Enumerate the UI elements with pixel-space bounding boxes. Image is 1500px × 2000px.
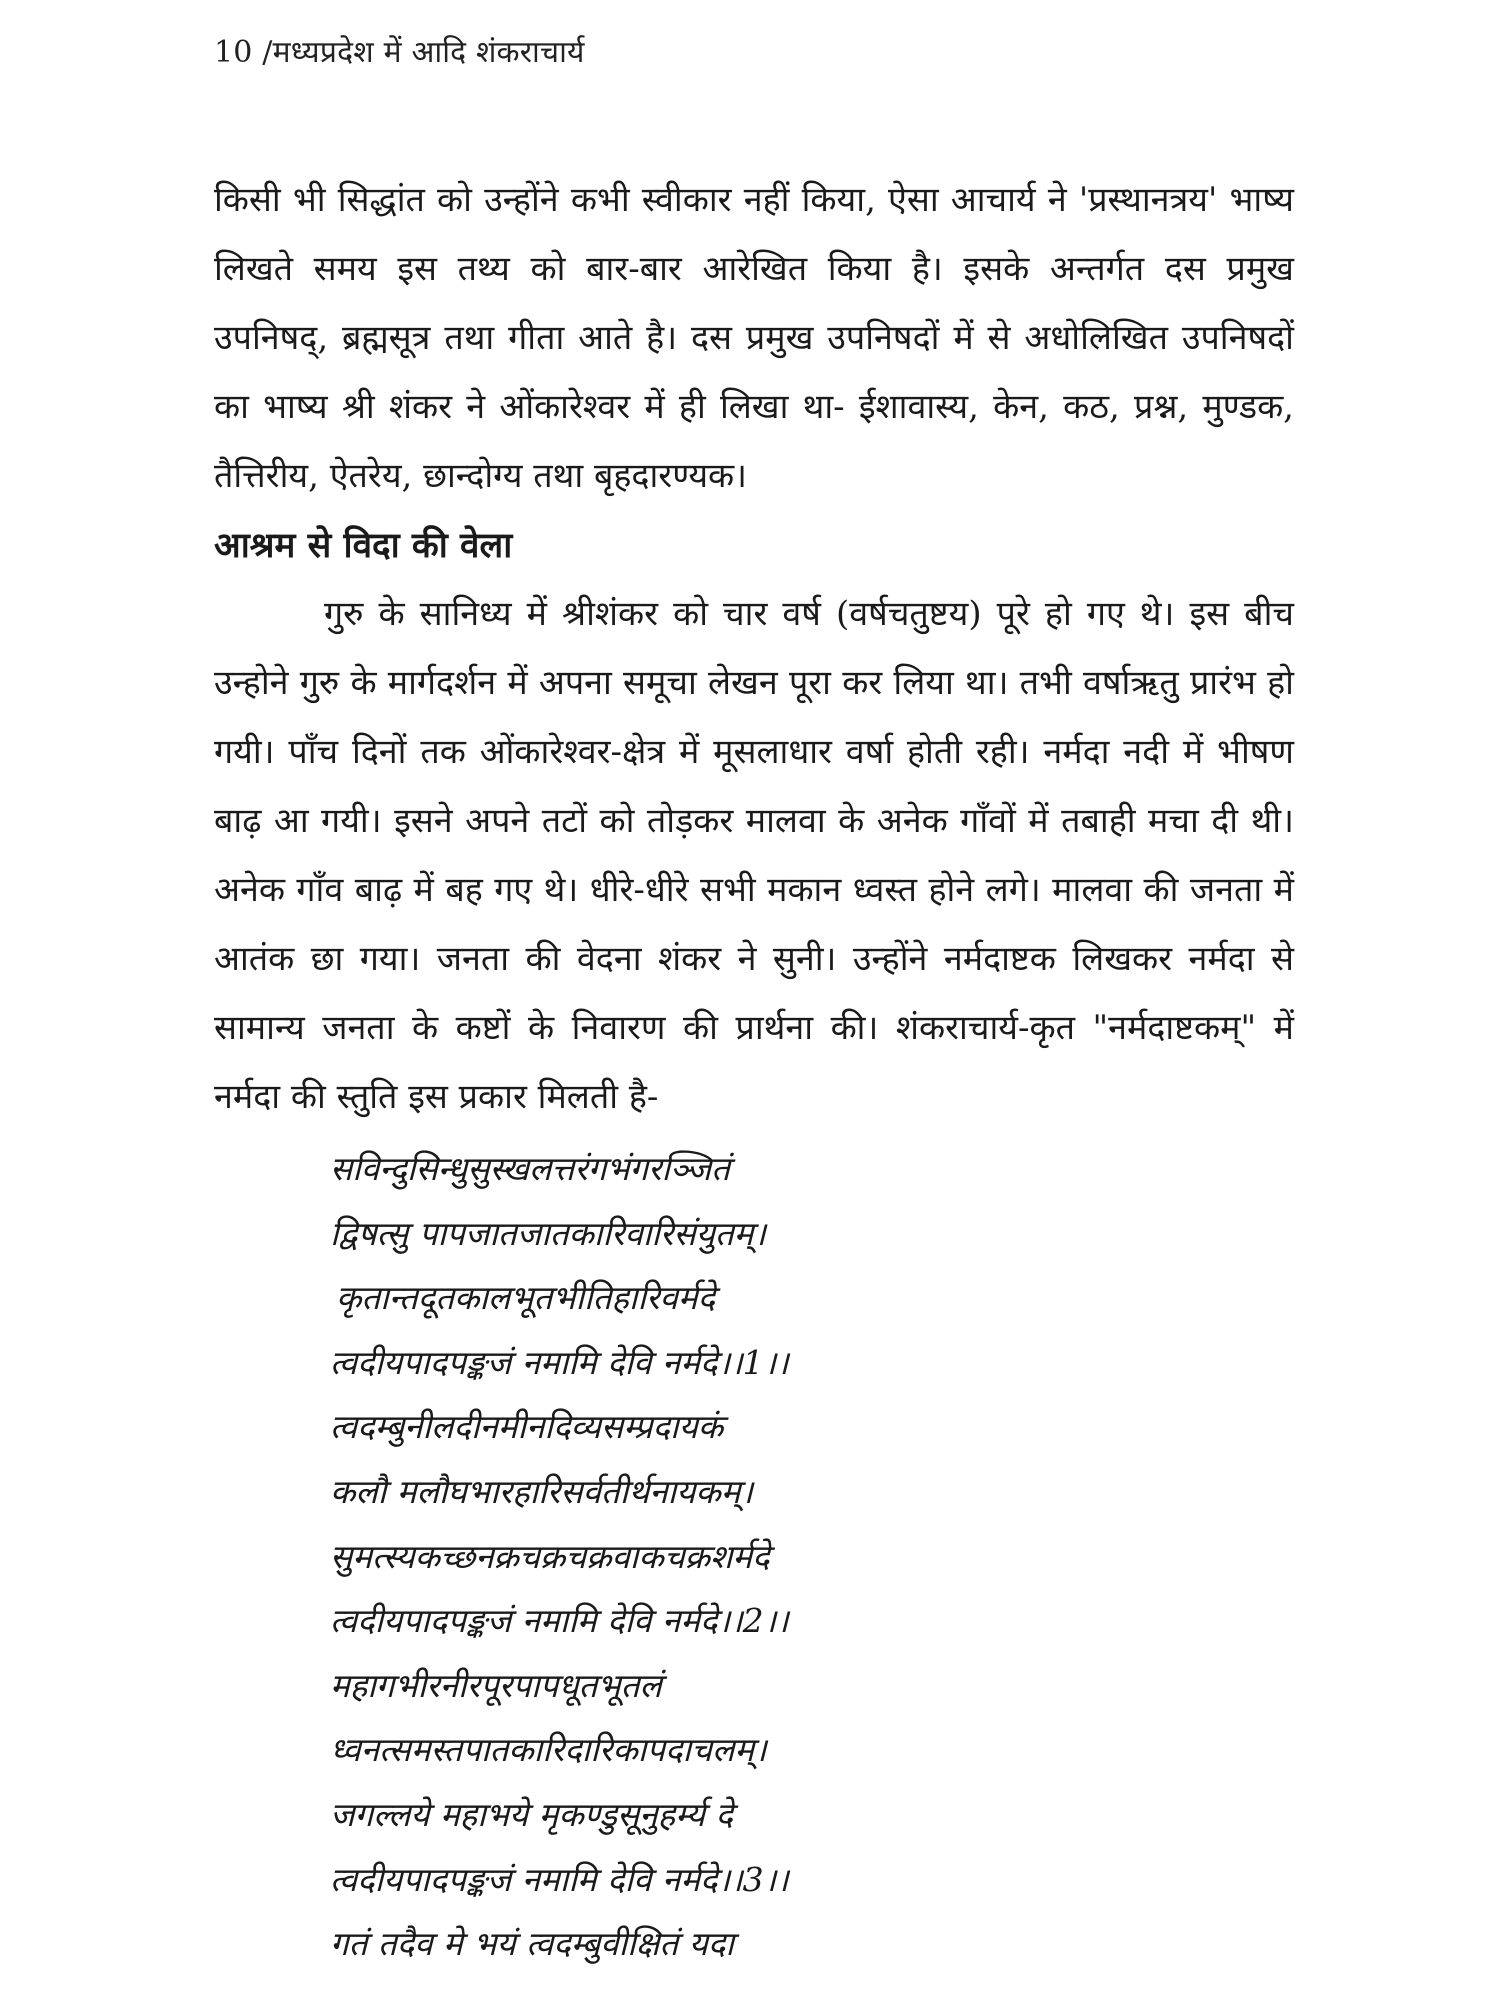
verse-line: कृतान्तदूतकालभूतभीतिहारिवर्मदे bbox=[336, 1278, 716, 1318]
verse-line: त्वदीयपादपङ्कजं नमामि देवि नर्मदे।।1।। bbox=[330, 1342, 789, 1382]
verse-line: महागभीरनीरपूरपापधूतभूतलं bbox=[330, 1665, 662, 1705]
verse-line: त्वदीयपादपङ्कजं नमामि देवि नर्मदे।।2।। bbox=[330, 1601, 789, 1641]
verse-line: कलौ मलौघभारहारिसर्वतीर्थनायकम्। bbox=[330, 1471, 753, 1511]
verse-line: सुमत्स्यकच्छनक्रचक्रचक्रवाकचक्रशर्मदे bbox=[330, 1536, 770, 1576]
body-text bbox=[214, 166, 1294, 1132]
running-header: 10 /मध्यप्रदेश में आदि शंकराचार्य bbox=[214, 35, 585, 70]
verse-line: त्वदीयपादपङ्कजं नमामि देवि नर्मदे।।3।। bbox=[330, 1859, 789, 1899]
verse-line: सविन्दुसिन्धुसुस्खलत्तरंगभंगरञ्जितं bbox=[330, 1149, 730, 1188]
narmadashtakam-verses bbox=[330, 1137, 1230, 1977]
verse-line: जगल्लये महाभये मृकण्डुसूनुहर्म्य दे bbox=[330, 1794, 734, 1834]
section-heading: आश्रम से विदा की वेला bbox=[214, 525, 513, 566]
paragraph-farewell: गुरु के सानिध्य में श्रीशंकर को चार वर्ष (वर्षचतुष्टय) पूरे हो गए थे। इस बीच उन्होने गुरु के मार्गदर्शन में अपना समूचा लेखन पूरा कर लिया था। तभी वर्षाऋतु प्रारंभ हो गयी। पाँच दिनों तक ओंकारेश्वर-क्षेत्र में मूसलाधार वर्षा होती रही। नर्मदा नदी में भीषण बाढ़ आ गयी। इसने अपने तटों को तोड़कर मालवा के अनेक गाँवों में तबाही मचा दी थी। अनेक गाँव बाढ़ में बह गए थे। धीरे-धीरे सभी मकान ध्वस्त होने लगे। मालवा की जनता में आतंक छा गया। जनता की वेदना शंकर ने सुनी। उन्होंने नर्मदाष्टक लिखकर नर्मदा से सामान्य जनता के कष्टों के निवारण की प्रार्थना की। शंकराचार्य-कृत "नर्मदाष्टकम्" में नर्मदा की स्तुति इस प्रकार मिलती है- bbox=[214, 594, 1294, 1117]
verse-line: द्विषत्सु पापजातजातकारिवारिसंयुतम्। bbox=[330, 1213, 766, 1253]
verse-line: गतं तदैव मे भयं त्वदम्बुवीक्षितं यदा bbox=[330, 1924, 734, 1964]
verse-line: त्वदम्बुनीलदीनमीनदिव्यसम्प्रदायकं bbox=[330, 1407, 724, 1447]
verse-line: ध्वनत्समस्तपातकारिदारिकापदाचलम्। bbox=[330, 1730, 767, 1770]
paragraph-prasthanatraya: किसी भी सिद्धांत को उन्होंने कभी स्वीकार नहीं किया, ऐसा आचार्य ने 'प्रस्थानत्रय' भाष्य लिखते समय इस तथ्य को बार-बार आरेखित किया है। इसके अन्तर्गत दस प्रमुख उपनिषद्, ब्रह्मसूत्र तथा गीता आते है। दस प्रमुख उपनिषदों में से अधोलिखित उपनिषदों का भाष्य श्री शंकर ने ओंकारेश्वर में ही लिखा था- ईशावास्य, केन, कठ, प्रश्न, मुण्डक, तैत्तिरीय, ऐतरेय, छान्दोग्य तथा बृहदारण्यक। bbox=[214, 180, 1294, 496]
